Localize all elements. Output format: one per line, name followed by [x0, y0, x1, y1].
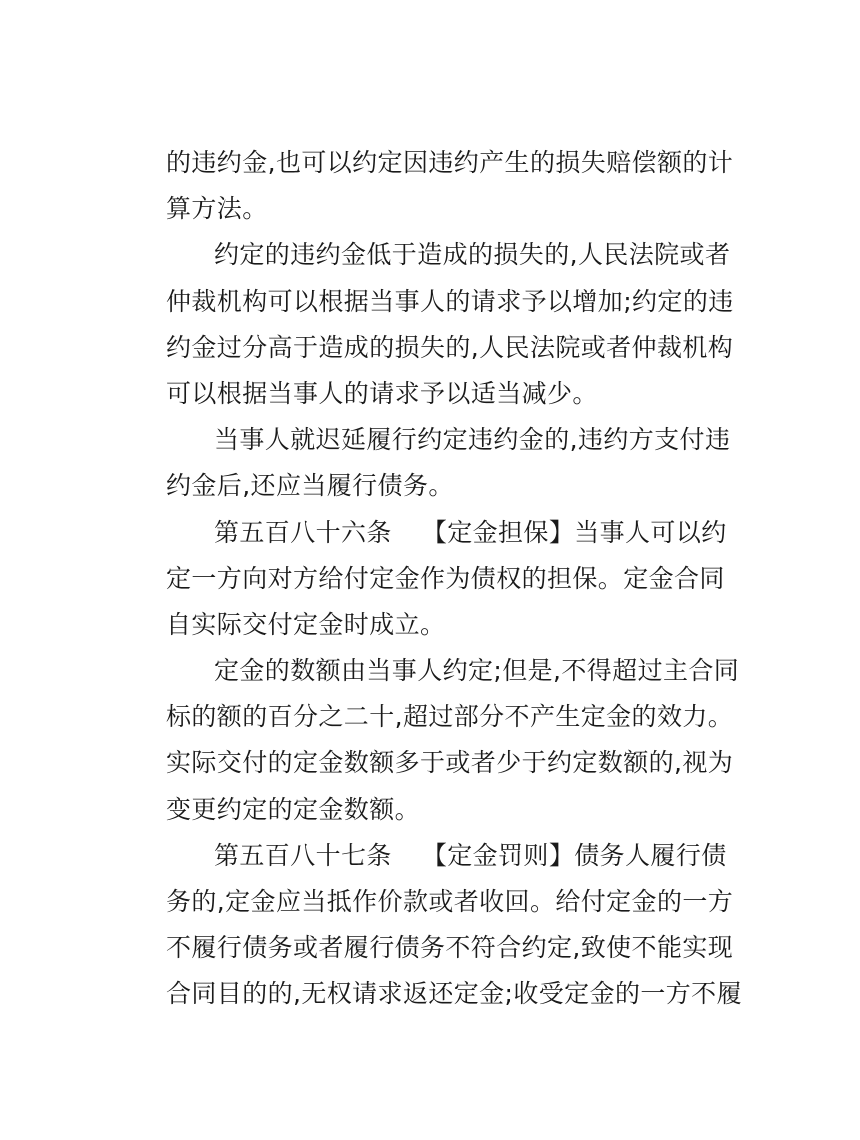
text-line: 当事人就迟延履行约定违约金的,违约方支付违: [214, 425, 731, 455]
text-line: 算方法。: [166, 194, 268, 224]
text-line: 可以根据当事人的请求予以适当减少。: [166, 378, 598, 408]
article-number: 第五百八十七条: [214, 840, 392, 870]
article-heading-line: [166, 837, 727, 883]
article-first-text: 当事人可以约: [574, 517, 727, 547]
article-first-text: 债务人履行债: [574, 840, 727, 870]
text-line: 的违约金,也可以约定因违约产生的损失赔偿额的计: [166, 148, 734, 177]
paragraph-3: [166, 421, 731, 513]
text-line: 合同目的的,无权请求返还定金;收受定金的一方不履: [166, 979, 742, 1009]
text-line: 约金后,还应当履行债务。: [166, 471, 454, 501]
paragraph-1: [166, 144, 734, 236]
text-line: 约定的违约金低于造成的损失的,人民法院或者: [214, 240, 731, 270]
paragraph-5: [166, 652, 740, 837]
text-line: 自实际交付定金时成立。: [166, 609, 446, 639]
text-line: 约金过分高于造成的损失的,人民法院或者仲裁机构: [166, 332, 734, 362]
article-title: 【定金罚则】: [421, 840, 575, 870]
text-line: 变更约定的定金数额。: [166, 794, 421, 824]
text-line: 定一方向对方给付定金作为债权的担保。定金合同: [166, 563, 725, 593]
document-page: [166, 144, 742, 1022]
text-line: 实际交付的定金数额多于或者少于约定数额的,视为: [166, 748, 734, 778]
text-line: 仲裁机构可以根据当事人的请求予以增加;约定的违: [166, 286, 734, 316]
article-title: 【定金担保】: [421, 517, 575, 547]
text-line: 标的额的百分之二十,超过部分不产生定金的效力。: [166, 702, 734, 732]
text-line: 不履行债务或者履行债务不符合约定,致使不能实现: [166, 933, 734, 963]
article-587: [166, 837, 742, 1022]
article-heading-line: [166, 514, 727, 560]
text-line: 定金的数额由当事人约定;但是,不得超过主合同: [214, 656, 740, 686]
paragraph-2: [166, 236, 734, 421]
article-586: [166, 514, 727, 653]
text-line: 务的,定金应当抵作价款或者收回。给付定金的一方: [166, 887, 734, 916]
article-number: 第五百八十六条: [214, 517, 392, 547]
